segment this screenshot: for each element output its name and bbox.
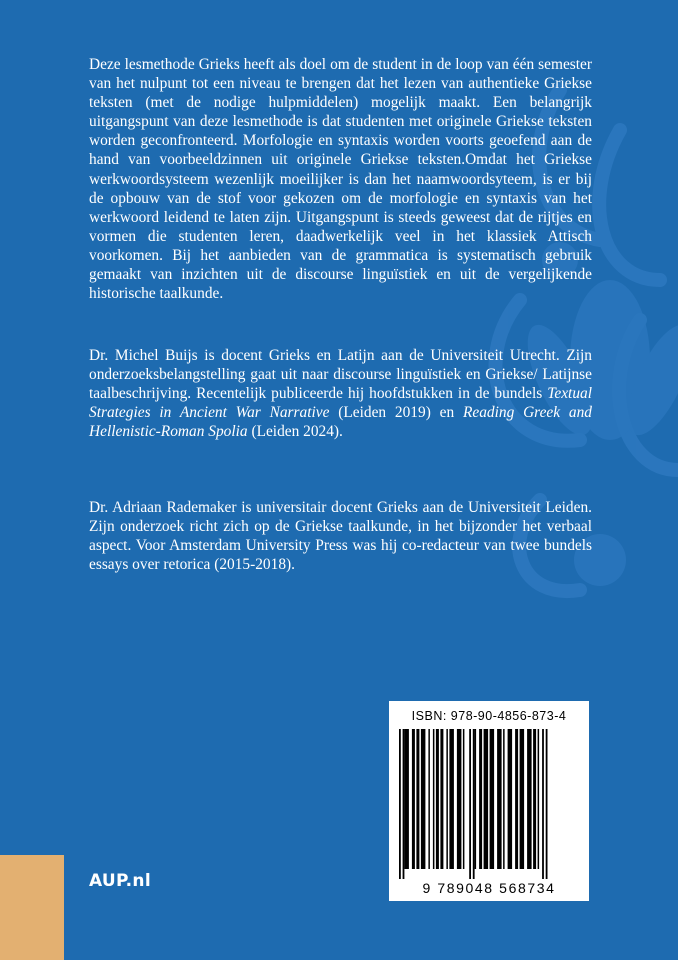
barcode-guard-bar bbox=[473, 729, 475, 879]
barcode-bar bbox=[433, 729, 435, 869]
barcode-bar bbox=[412, 729, 415, 869]
barcode-bar bbox=[428, 729, 430, 869]
barcode-bar bbox=[436, 729, 439, 869]
barcode-bar bbox=[533, 729, 536, 869]
isbn-barcode bbox=[389, 701, 589, 901]
barcode-bar bbox=[421, 729, 426, 869]
isbn-digits: 9 789048 568734 bbox=[422, 880, 556, 896]
barcode-bar bbox=[490, 729, 495, 869]
barcode-bar bbox=[404, 729, 409, 869]
barcode-bar bbox=[449, 729, 454, 869]
barcode-bar bbox=[475, 729, 477, 869]
barcode-bar bbox=[497, 729, 502, 869]
publisher-website[interactable]: AUP.nl bbox=[89, 871, 151, 891]
barcode-bars bbox=[397, 729, 581, 879]
barcode-bar bbox=[457, 729, 462, 869]
isbn-label: ISBN: 978-90-4856-873-4 bbox=[411, 709, 567, 723]
spine-accent bbox=[0, 855, 64, 960]
author-bio-buijs bbox=[89, 346, 592, 441]
barcode-bar bbox=[416, 729, 419, 869]
barcode-bar bbox=[538, 729, 540, 869]
barcode-bar bbox=[520, 729, 525, 869]
barcode-bar bbox=[446, 729, 448, 869]
barcode-bar bbox=[515, 729, 518, 869]
barcode-guard-bar bbox=[542, 729, 544, 879]
barcode-guard-bar bbox=[469, 729, 471, 879]
barcode-guard-bar bbox=[546, 729, 548, 879]
barcode-bar bbox=[503, 729, 505, 869]
barcode-guard-bar bbox=[399, 729, 401, 879]
barcode-bar bbox=[440, 729, 443, 869]
barcode-bar bbox=[527, 729, 532, 869]
bio-text: (Leiden 2019) en bbox=[329, 404, 463, 422]
description-paragraph: Deze lesmethode Grieks heeft als doel om de student in de loop van één semester van het nulpunt tot een niveau te brengen dat het lezen van authentieke Griekse teksten (met de nodige hulpmiddelen) mogelijk maakt. Een belangrijk uitgangspunt van deze lesmethode is dat studenten met originele Griekse teksten worden geconfronteerd. Morfologie en syntaxis worden voorts geoefend aan de hand van voorbeeldzinnen uit originele Griekse teksten.Omdat het Griekse werkwoordsysteem wezenlijk moeilijker is dan het naamwoordsyteem, is er bij de opbouw van de stof voor gekozen om de morfologie en syntaxis van het werkwoord leidend te laten zijn. Uitgangspunt is steeds geweest dat de rijtjes en vormen die studenten leren, daadwerkelijk veel in het klassiek Attisch voorkomen. Bij het aanbieden van de grammatica is systematisch gebruik gemaakt van inzichten uit de discourse linguïstiek en uit de vergelijkende historische taalkunde. bbox=[89, 56, 592, 303]
book-title: Reading Greek and Hellenistic-Roman Spolia bbox=[89, 404, 592, 441]
barcode-bar bbox=[479, 729, 482, 869]
book-title: Textual Strategies in Ancient War Narrative bbox=[89, 385, 592, 422]
barcode-bar bbox=[463, 729, 465, 869]
author-bio-rademaker: Dr. Adriaan Rademaker is universitair docent Grieks aan de Universiteit Leiden. Zijn onderzoek richt zich op de Griekse taalkunde, in het bijzonder het verbaal aspect. Voor Amsterdam University Press was hij co-redacteur van twee bundels essays over retorica (2015-2018). bbox=[89, 499, 592, 574]
barcode-bar bbox=[508, 729, 512, 869]
bio-text: Dr. Michel Buijs is docent Grieks en Latijn aan de Universiteit Utrecht. Zijn onderzoeksbelangstelling gaat uit naar discourse linguïstiek en Griekse/ Latijnse taalbeschrijving. Recentelijk publiceerde hij hoofdstukken in de bundels bbox=[89, 347, 592, 403]
bio-text: (Leiden 2024). bbox=[247, 423, 343, 441]
barcode-bar bbox=[484, 729, 489, 869]
barcode-guard-bar bbox=[403, 729, 405, 879]
